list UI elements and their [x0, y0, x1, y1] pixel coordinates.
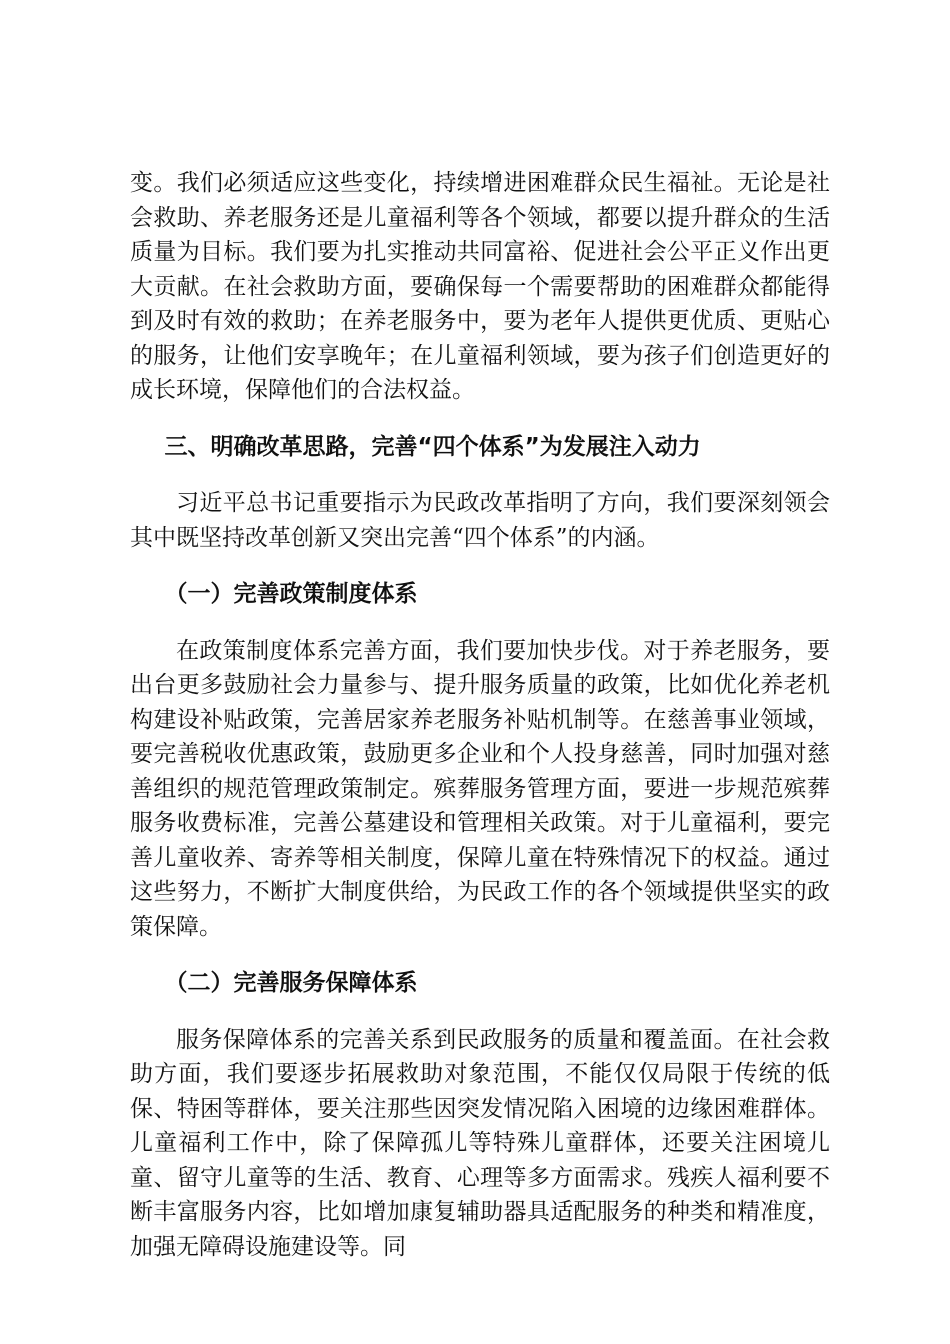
- paragraph-policy-system: 在政策制度体系完善方面，我们要加快步伐。对于养老服务，要出台更多鼓励社会力量参与、提升服务质量的政策，比如优化养老机构建设补贴政策，完善居家养老服务补贴机制等。在慈善事业领域，要完善税收优惠政策，鼓励更多企业和个人投身慈善，同时加强对慈善组织的规范管理政策制定。殡葬服务管理方面，要进一步规范殡葬服务收费标准，完善公墓建设和管理相关政策。对于儿童福利，要完善儿童收养、寄养等相关制度，保障儿童在特殊情况下的权益。通过这些努力，不断扩大制度供给，为民政工作的各个领域提供坚实的政策保障。: [130, 637, 830, 940]
- paragraph-reform-direction: 习近平总书记重要指示为民政改革指明了方向，我们要深刻领会其中既坚持改革创新又突出完善“四个体系”的内涵。: [130, 490, 830, 551]
- subsection-heading-service-system: （二）完善服务保障体系: [164, 970, 418, 996]
- paragraph-service-system: 服务保障体系的完善关系到民政服务的质量和覆盖面。在社会救助方面，我们要逐步拓展救助对象范围，不能仅仅局限于传统的低保、特困等群体，要关注那些因突发情况陷入困境的边缘困难群体。儿童福利工作中，除了保障孤儿等特殊儿童群体，还要关注困境儿童、留守儿童等的生活、教育、心理等多方面需求。残疾人福利要不断丰富服务内容，比如增加康复辅助器具适配服务的种类和精准度，加强无障碍设施建设等。同: [130, 1026, 830, 1260]
- section-heading-three: 三、明确改革思路，完善“四个体系”为发展注入动力: [164, 433, 701, 460]
- subsection-heading-policy-system: （一）完善政策制度体系: [164, 581, 418, 607]
- paragraph-welfare-continuation: 变。我们必须适应这些变化，持续增进困难群众民生福祉。无论是社会救助、养老服务还是儿童福利等各个领域，都要以提升群众的生活质量为目标。我们要为扎实推动共同富裕、促进社会公平正义作出更大贡献。在社会救助方面，要确保每一个需要帮助的困难群众都能得到及时有效的救助；在养老服务中，要为老年人提供更优质、更贴心的服务，让他们安享晚年；在儿童福利领域，要为孩子们创造更好的成长环境，保障他们的合法权益。: [130, 170, 830, 403]
- document-page: [130, 166, 830, 1264]
